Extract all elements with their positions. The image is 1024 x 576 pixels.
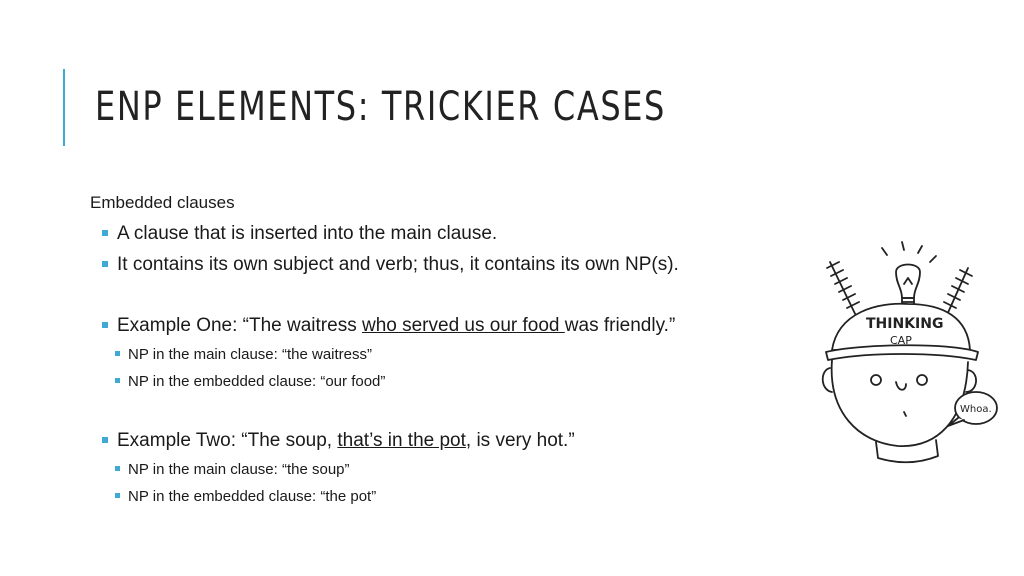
cap-brim (826, 345, 978, 360)
title-accent-bar (63, 69, 65, 146)
example-one-np-main: NP in the main clause: “the waitress” (90, 341, 810, 368)
eye-left (871, 375, 881, 385)
bullet-list (90, 218, 810, 510)
example-two-underlined: that’s in the pot (337, 430, 466, 451)
example-one-prefix: Example One: “The waitress (117, 315, 362, 336)
bullet-definition: A clause that is inserted into the main clause. (90, 218, 810, 249)
light-bulb-icon (896, 265, 920, 307)
cap-text-cap: CAP (890, 334, 912, 347)
example-one-suffix: was friendly.” (564, 315, 676, 336)
idea-rays (882, 242, 936, 262)
thinking-cap-cartoon (818, 232, 998, 467)
example-one-underlined: who served us our food (361, 315, 565, 336)
spacer (90, 280, 810, 310)
eye-right (917, 375, 927, 385)
example-two-np-main: NP in the main clause: “the soup” (90, 456, 810, 483)
example-one-np-embedded: NP in the embedded clause: “our food” (90, 368, 810, 395)
example-two-prefix: Example Two: “The soup, (117, 430, 338, 451)
example-two-suffix: , is very hot.” (465, 430, 575, 451)
slide-title: ENP ELEMENTS: TRICKIER CASES (95, 84, 666, 130)
example-two-np-embedded: NP in the embedded clause: “the pot” (90, 483, 810, 510)
nose (896, 382, 906, 390)
bullet-subject-verb: It contains its own subject and verb; thus, it contains its own NP(s). (90, 249, 810, 280)
bullet-example-two (90, 425, 810, 456)
section-label: Embedded clauses (90, 193, 235, 212)
cap-text-thinking: THINKING (866, 316, 944, 332)
face-outline (832, 360, 968, 446)
ear-left (823, 368, 832, 392)
speech-bubble-text: Whoa. (960, 404, 992, 415)
slide-content (90, 193, 810, 510)
bullet-example-one (90, 310, 810, 341)
mouth (904, 412, 906, 416)
spacer (90, 395, 810, 425)
